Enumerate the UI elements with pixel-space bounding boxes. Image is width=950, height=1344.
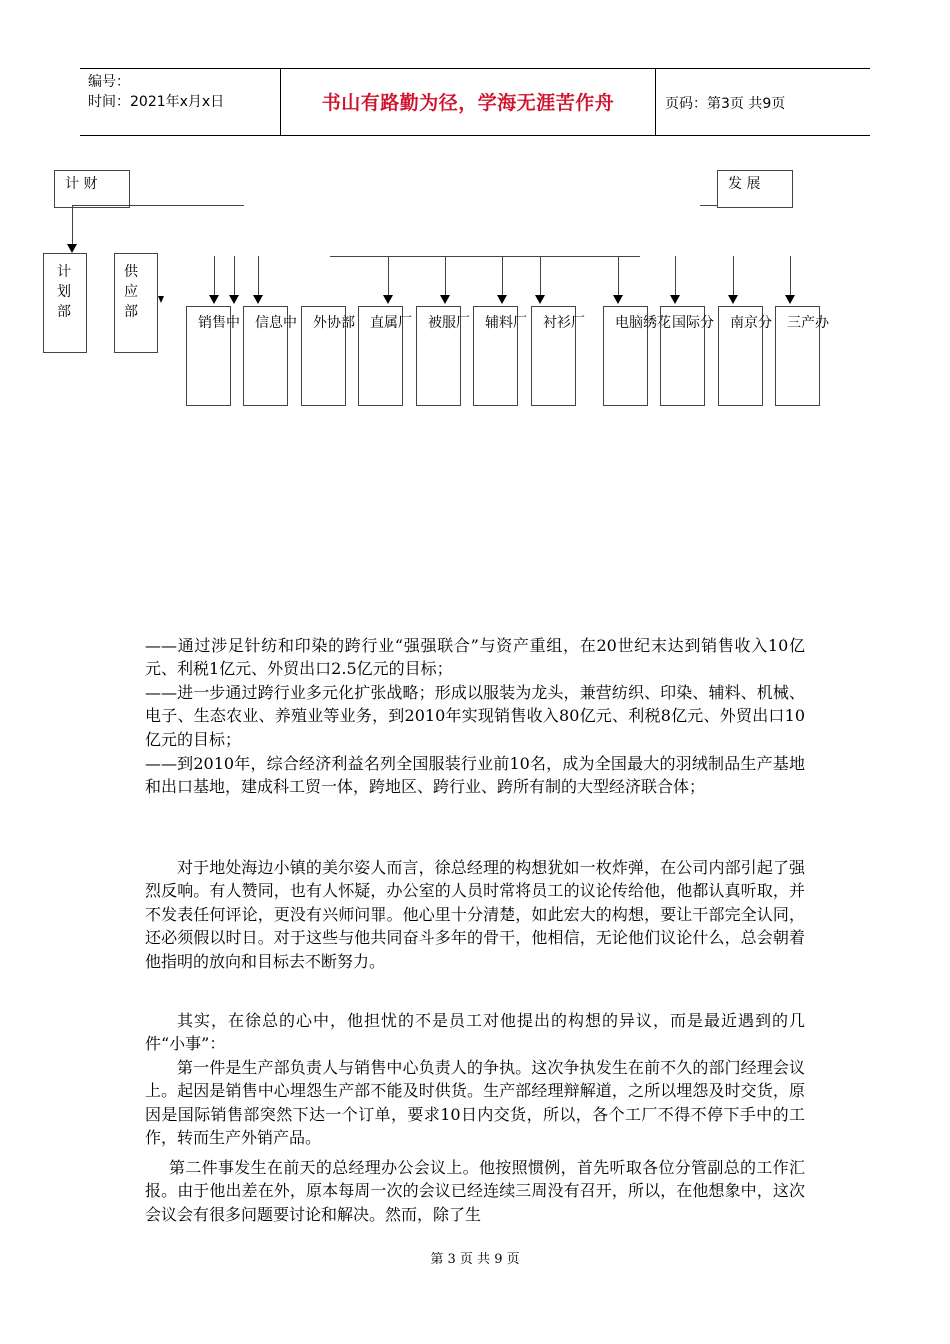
org-unit-label: 辅料厂 xyxy=(485,315,527,331)
connector-unit-v xyxy=(234,256,235,296)
org-box-development xyxy=(717,170,793,208)
connector-unit-v xyxy=(733,256,734,296)
org-box-finance-label: 计 财 xyxy=(65,176,98,192)
arrow-down-icon xyxy=(440,295,450,304)
arrow-down-icon xyxy=(383,295,393,304)
connector-unit-v xyxy=(445,256,446,296)
arrow-down-icon xyxy=(535,295,545,304)
connector-unit-v xyxy=(502,256,503,296)
org-unit-label: 外协部 xyxy=(313,315,355,331)
time-label: 时间：2021年x月x日 xyxy=(88,94,225,110)
arrow-down-icon xyxy=(613,295,623,304)
connector-branch-h xyxy=(330,256,640,257)
org-box-development-label: 发 展 xyxy=(728,176,761,192)
arrow-down-icon xyxy=(785,295,795,304)
org-unit-label: 被服厂 xyxy=(428,315,470,331)
org-unit-label: 衬衫厂 xyxy=(543,315,585,331)
arrow-down-icon xyxy=(670,295,680,304)
page-footer: 第 3 页 共 9 页 xyxy=(430,1252,520,1267)
connector-finance-v xyxy=(72,205,73,245)
goal-3: ——到2010年，综合经济利益名列全国服装行业前10名，成为全国最大的羽绒制品生产基地和出口基地，建成科工贸一体，跨地区、跨行业、跨所有制的大型经济联合体； xyxy=(145,754,805,797)
header-motto: 书山有路勤为径，学海无涯苦作舟 xyxy=(321,92,615,114)
goal-2: ——进一步通过跨行业多元化扩张战略；形成以服装为龙头，兼营纺织、印染、辅料、机械、电子、生态农业、养殖业等业务，到2010年实现销售收入80亿元、利税8亿元、外贸出口10亿元的目标； xyxy=(145,683,805,749)
header-bottom-border xyxy=(80,135,870,136)
code-label: 编号： xyxy=(88,74,130,90)
paragraph-4: 第二件事发生在前天的总经理办公会议上。他按照惯例，首先听取各位分管副总的工作汇报。由于他出差在外，原本每周一次的会议已经连续三周没有召开，所以，在他想象中，这次会议会有很多问题要讨论和解决。然而，除了生 xyxy=(145,1158,805,1224)
paragraph-3: 第一件是生产部负责人与销售中心负责人的争执。这次争执发生在前不久的部门经理会议上。起因是销售中心埋怨生产部不能及时供货。生产部经理辩解道，之所以埋怨及时交货，原因是国际销售部突然下达一个订单，要求10日内交货，所以，各个工厂不得不停下手中的工作，转而生产外销产品。 xyxy=(145,1058,805,1148)
org-unit-label: 三产办 xyxy=(787,315,829,331)
arrow-down-icon xyxy=(158,296,164,303)
org-unit-label: 直属厂 xyxy=(370,315,412,331)
goal-1: ——通过涉足针纺和印染的跨行业“强强联合”与资产重组，在20世纪末达到销售收入10亿元、利税1亿元、外贸出口2.5亿元的目标； xyxy=(145,636,805,679)
org-unit-label: 销售中 xyxy=(198,315,240,331)
paragraph-1: 对于地处海边小镇的美尔姿人而言，徐总经理的构想犹如一枚炸弹，在公司内部引起了强烈反响。有人赞同，也有人怀疑，办公室的人员时常将员工的议论传给他，他都认真听取，并不发表任何评论，更没有兴师问罪。他心里十分清楚，如此宏大的构想，要让干部完全认同，还必须假以时日。对于这些与他共同奋斗多年的骨干，他相信，无论他们议论什么，总会朝着他指明的放向和目标去不断努力。 xyxy=(145,858,805,971)
connector-unit-v xyxy=(540,256,541,296)
arrow-down-icon xyxy=(728,295,738,304)
header-top-border xyxy=(80,68,870,69)
connector-unit-v xyxy=(675,256,676,296)
header-divider-left xyxy=(280,68,281,136)
header-page-info: 页码：第3页 共9页 xyxy=(665,96,786,112)
org-unit-label: 南京分 xyxy=(730,315,772,331)
connector-unit-v xyxy=(618,256,619,296)
org-unit-label: 信息中 xyxy=(255,315,297,331)
connector-finance-h xyxy=(72,205,244,206)
org-unit-label: 电脑绣花 xyxy=(615,315,671,331)
connector-development-h xyxy=(700,205,718,206)
connector-unit-v xyxy=(214,256,215,296)
arrow-down-icon xyxy=(229,295,239,304)
org-unit-planning-label: 计 划 部 xyxy=(57,264,71,320)
header-meta xyxy=(88,72,224,112)
arrow-down-icon xyxy=(497,295,507,304)
org-unit-supply-label: 供 应 部 xyxy=(124,264,138,320)
paragraph-2: 其实，在徐总的心中，他担忧的不是员工对他提出的构想的异议，而是最近遇到的几件“小事”： xyxy=(145,1011,805,1054)
header-divider-right xyxy=(655,68,656,136)
connector-unit-v xyxy=(790,256,791,296)
arrow-down-icon xyxy=(67,244,77,253)
org-unit-label: 国际分 xyxy=(672,315,714,331)
connector-unit-v xyxy=(258,256,259,296)
connector-unit-v xyxy=(388,256,389,296)
org-box-finance xyxy=(54,170,130,208)
arrow-down-icon xyxy=(253,295,263,304)
arrow-down-icon xyxy=(209,295,219,304)
